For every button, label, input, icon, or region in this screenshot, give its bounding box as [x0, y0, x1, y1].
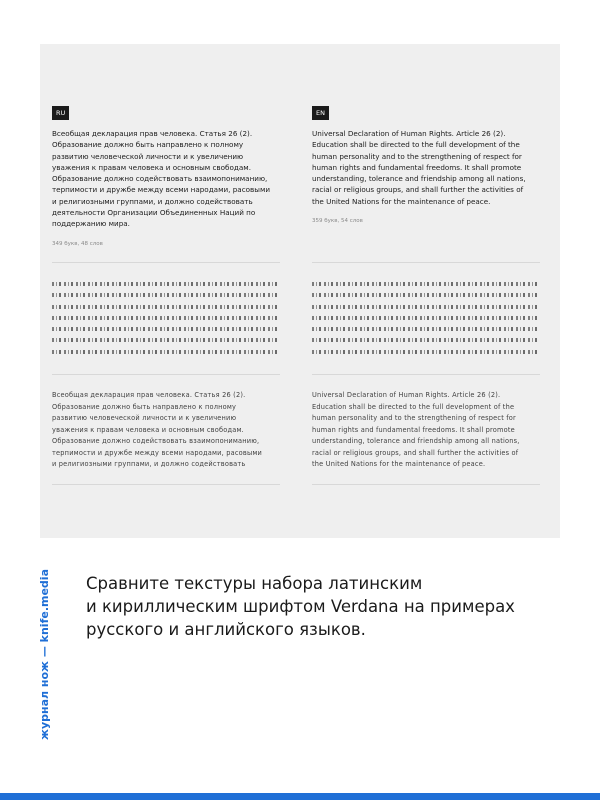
en-obscured-block [312, 282, 540, 361]
divider [312, 484, 540, 485]
ru-column [52, 100, 280, 247]
divider [312, 374, 540, 375]
divider [52, 484, 280, 485]
ru-paragraph: Всеобщая декларация прав человека. Статья 26 (2). Образование должно быть направлено к полному развитию человеческой личности и к увеличению уважения к правам человека и основным свободам. Образование должно содействовать взаимопониманию, терпимости и дружбе между всеми народами, расовыми и религиозными группами, и должно содействовать деятельности Организации Объединенных Наций по поддержанию мира. [52, 129, 271, 229]
en-faded-block: Universal Declaration of Human Rights. Article 26 (2). Education shall be directed to the full development of the human personality and to the strengthening of respect for human rights and fundamental freedoms. It shall promote understanding, tolerance and friendship among all nations, racial or religious groups, and shall further the activities of the United Nations for the maintenance of peace. [312, 391, 520, 468]
divider [312, 262, 540, 263]
brand-label: журнал нож — knife.media [38, 569, 51, 740]
en-count: 359 букв, 54 слов [312, 218, 363, 225]
ru-obscured-block [52, 282, 280, 361]
divider [52, 262, 280, 263]
ru-faded-block: Всеобщая декларация прав человека. Статья 26 (2). Образование должно быть направлено к полному развитию человеческой личности и к увеличению уважения к правам человека и основным свободам. Образование должно содействовать взаимопониманию, терпимости и дружбе между всеми народами, расовыми и религиозными группами, и должно содействовать [52, 391, 263, 468]
ru-tag: RU [52, 106, 69, 120]
ru-count: 349 букв, 48 слов [52, 240, 103, 247]
en-paragraph: Universal Declaration of Human Rights. Article 26 (2). Education shall be directed to the full development of the human personality and to the strengthening of respect for human rights and fundamental freedoms. It shall promote understanding, tolerance and friendship among all nations, racial or religious groups, and shall further the activities of the United Nations for the maintenance of peace. [312, 129, 526, 206]
bottom-accent-bar [0, 793, 600, 800]
en-column [312, 100, 540, 224]
comparison-panel [40, 44, 560, 538]
divider [52, 374, 280, 375]
en-tag: EN [312, 106, 329, 120]
caption: Сравните текстуры набора латинским и кириллическим шрифтом Verdana на примерах русского и английского языков. [86, 574, 515, 639]
